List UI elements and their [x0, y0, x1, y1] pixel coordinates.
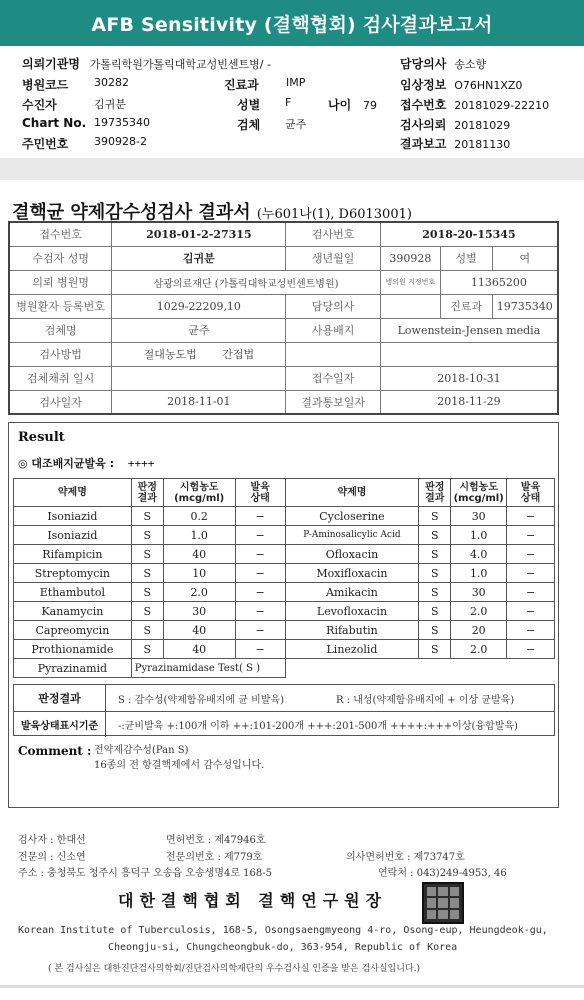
drug-name: Streptomycin [14, 564, 132, 583]
drug-result: S [131, 602, 163, 621]
interpretation-legend [13, 684, 555, 736]
sex-label: 성별 [237, 98, 261, 112]
drug-conc: 2.0 [451, 602, 507, 621]
info-row [9, 222, 558, 246]
name-label: 수검자 성명 [9, 246, 112, 270]
drug-conc: 2.0 [163, 583, 235, 602]
drug-result: S [419, 621, 451, 640]
specialist: 전문의 : 신소연 [18, 852, 86, 863]
notify-value: 2018-11-29 [380, 390, 558, 414]
drug-result: S [131, 583, 163, 602]
header-separator [0, 158, 584, 180]
method-label: 검사방법 [9, 342, 112, 366]
age-field [328, 96, 377, 113]
control-growth-value: ++++ [127, 457, 155, 470]
drug-result: S [419, 545, 451, 564]
judge-label: 판정결과 [14, 685, 106, 711]
drug-growth: − [235, 545, 285, 564]
official-seal-icon [422, 882, 464, 924]
collect-value [112, 366, 286, 390]
sex-value: 여 [492, 246, 558, 270]
drug-name: Ofloxacin [285, 545, 419, 564]
receipt-no-label: 접수번호 [400, 98, 447, 112]
info-row [9, 366, 558, 390]
report-date-field [400, 135, 510, 152]
dept-label: 진료과 [440, 294, 492, 318]
drug-result: S [419, 583, 451, 602]
institution-value: 가톨릭학원가톨릭대학교성빈센트병/ - [89, 58, 271, 71]
drug-row [14, 564, 555, 583]
hospital-code-value: 30282 [94, 76, 129, 89]
drug-conc: 40 [163, 640, 235, 659]
drug-growth: − [507, 640, 555, 659]
drug-name: Amikacin [285, 583, 419, 602]
request-date-value: 20181029 [454, 119, 511, 132]
drug-growth: − [507, 507, 555, 526]
doctor-label: 담당의사 [400, 57, 447, 71]
drug-result: S [419, 507, 451, 526]
sex-field [237, 96, 292, 113]
doctor-field [400, 55, 486, 72]
institution-label: 의뢰기관명 [22, 57, 80, 71]
drug-name: Linezolid [285, 640, 419, 659]
name-value: 김귀분 [112, 246, 286, 270]
growth-criteria-text: -:균비발육 +:100개 이하 ++:101-200개 +++:201-500개 ++++:+++이상(융합발육) [118, 721, 518, 732]
chart-no-label: Chart No. [22, 116, 87, 130]
certification-note: ( 본 검사실은 대한진단검사의학회/진단검사의학재단의 우수검사실 인증을 받은 검사실입니다.) [48, 964, 421, 974]
department-field [224, 76, 306, 93]
drug-result: S [419, 564, 451, 583]
drug-growth: − [235, 583, 285, 602]
request-date-field [400, 116, 510, 133]
drug-conc: 1.0 [451, 564, 507, 583]
drug-row [14, 526, 555, 545]
drug-result: S [131, 545, 163, 564]
drug-name: Kanamycin [14, 602, 132, 621]
department-label: 진료과 [224, 78, 259, 92]
comment-line2: 16종의 전 항결핵제에서 감수성입니다. [94, 760, 265, 771]
report-title-code: (누601나(1), D6013001) [256, 207, 412, 222]
col-judge-text: 판정 결과 [425, 481, 445, 504]
age-label: 나이 [328, 98, 352, 112]
doctor-license: 의사면허번호 : 제73747호 [346, 852, 465, 863]
pza-row [14, 659, 555, 678]
drug-growth: − [235, 621, 285, 640]
address: 주소 : 충청북도 청주시 흥덕구 오송읍 오송생명4로 168-5 [18, 868, 273, 879]
chart-no-value: 19735340 [94, 116, 150, 129]
comment-label: Comment : [18, 744, 92, 758]
specimen-field [237, 116, 307, 133]
resident-no-field [22, 135, 147, 152]
method-blank [286, 342, 381, 366]
drug-name: Rifampicin [14, 545, 132, 564]
info-row [9, 390, 558, 414]
sex-value: F [285, 96, 292, 109]
received-label: 접수일자 [286, 366, 381, 390]
drug-name: Capreomycin [14, 621, 132, 640]
specimen-value: 균주 [112, 318, 286, 342]
report-date-label: 결과보고 [400, 137, 447, 151]
drug-row [14, 602, 555, 621]
drug-growth: − [235, 602, 285, 621]
drug-result: S [131, 564, 163, 583]
col-drug-left: 약제명 [14, 479, 132, 507]
drug-conc: 2.0 [451, 640, 507, 659]
drug-name: Cycloserine [285, 507, 419, 526]
medium-value: Lowenstein-Jensen media [380, 318, 558, 342]
drug-name: Rifabutin [285, 621, 419, 640]
chart-no-field [22, 116, 150, 130]
drug-conc: 30 [163, 602, 235, 621]
control-growth-label: ◎ 대조배지균발육 : [18, 457, 115, 470]
col-growth-text: 발육 상태 [250, 481, 270, 504]
drug-name: Ethambutol [14, 583, 132, 602]
drug-conc: 30 [451, 583, 507, 602]
hospital-label: 의뢰 병원명 [9, 270, 112, 294]
clinical-info-value: O76HN1XZ0 [454, 79, 523, 92]
specimen-label: 검체 [237, 118, 261, 132]
judge-row [14, 685, 554, 711]
patient-info-table [8, 221, 559, 415]
report-date-value: 20181130 [454, 138, 511, 151]
drug-result: S [131, 640, 163, 659]
pza-name: Pyrazinamid [14, 659, 132, 678]
phone: 연락처 : 043)249-4953, 46 [378, 868, 507, 879]
info-row [9, 270, 558, 294]
drug-conc: 1.0 [163, 526, 235, 545]
request-date-label: 검사의뢰 [400, 118, 447, 132]
col-judge-left [131, 479, 163, 507]
receipt-no-field [400, 96, 549, 113]
growth-criteria-label: 발육상태표시기준 [14, 712, 106, 737]
dob-value: 390928 [380, 246, 440, 270]
drug-growth: − [507, 545, 555, 564]
test-date-value: 2018-11-01 [112, 390, 286, 414]
collect-label: 검체채취 일시 [9, 366, 112, 390]
method-indirect: 간접법 [222, 348, 255, 361]
recipient-value: 김귀분 [94, 98, 126, 111]
age-value: 79 [363, 99, 378, 112]
result-label: Result [18, 430, 65, 445]
patient-reg-value: 1029-22209,10 [112, 294, 286, 318]
pza-test: Pyrazinamidase Test( S ) [131, 659, 285, 678]
drug-growth: − [507, 526, 555, 545]
col-growth-text: 발육 상태 [520, 481, 541, 504]
control-growth [18, 455, 154, 471]
drug-conc: 20 [451, 621, 507, 640]
institute-name-kr: 대한결핵협회 결핵연구원장 [118, 891, 388, 910]
drug-growth: − [507, 621, 555, 640]
drug-result: S [419, 526, 451, 545]
institute-address-en-2: Cheongju-si, Chungcheongbuk-do, 363-954, Republic of Korea [108, 942, 458, 953]
col-drug-right: 약제명 [285, 479, 419, 507]
hospital-value: 삼광의료재단 (가톨릭대학교성빈센트병원) [112, 270, 381, 294]
clinical-info-label: 임상정보 [400, 78, 447, 92]
drug-growth: − [235, 526, 285, 545]
drug-conc: 40 [163, 545, 235, 564]
doctor-value: 송소향 [454, 58, 487, 71]
institute-address-en-1: Korean Institute of Tuberculosis, 168-5, Osongsaengmyeong 4-ro, Osong-eup, Heungdeok-gu, [18, 925, 548, 936]
drug-growth: − [235, 507, 285, 526]
drug-result: S [419, 602, 451, 621]
col-conc-left [163, 479, 235, 507]
info-row [9, 342, 558, 366]
col-conc-text: 시험농도 (mcg/ml) [174, 481, 225, 504]
method-absolute: 절대농도법 [143, 348, 197, 361]
drug-result: S [131, 526, 163, 545]
drug-name: Isoniazid [14, 526, 132, 545]
drug-name: Isoniazid [14, 507, 132, 526]
info-row [9, 246, 558, 270]
drug-conc: 0.2 [163, 507, 235, 526]
drug-row [14, 621, 555, 640]
method-value [112, 342, 286, 366]
dept-value: 19735340 [492, 294, 558, 318]
clinical-info-field [400, 76, 522, 93]
sex-label: 성별 [440, 246, 492, 270]
drug-conc: 1.0 [451, 526, 507, 545]
drug-table-header [14, 479, 555, 507]
doctor-label: 담당의사 [286, 294, 381, 318]
drug-result: S [419, 640, 451, 659]
hospital-code-label: 병의원 지정번호 [380, 270, 440, 294]
drug-row [14, 640, 555, 659]
comment [18, 744, 101, 758]
receipt-no-value: 20181029-22210 [454, 99, 550, 112]
department-value: IMP [286, 76, 306, 89]
drug-growth: − [507, 564, 555, 583]
drug-result: S [131, 507, 163, 526]
test-no-value: 2018-20-15345 [380, 222, 558, 246]
drug-row [14, 583, 555, 602]
report-header-title: AFB Sensitivity (결핵협회) 검사결과보고서 [0, 0, 584, 46]
hospital-code-value: 11365200 [440, 270, 558, 294]
specialist-no: 전문의번호 : 제779호 [166, 852, 263, 863]
col-growth-left [235, 479, 285, 507]
info-row [9, 318, 558, 342]
test-no-label: 검사번호 [286, 222, 381, 246]
col-judge-right [419, 479, 451, 507]
comment-line1: 전약제감수성(Pan S) [94, 745, 189, 756]
drug-growth: − [507, 602, 555, 621]
receipt-no-label: 접수번호 [9, 222, 112, 246]
drug-row [14, 507, 555, 526]
drug-row [14, 545, 555, 564]
col-conc-text: 시험농도 (mcg/ml) [453, 481, 504, 504]
page-bottom-divider [0, 985, 584, 988]
medium-label: 사용배지 [286, 318, 381, 342]
drug-growth: − [507, 583, 555, 602]
hospital-code-label: 병원코드 [22, 78, 69, 92]
doctor-value [380, 294, 440, 318]
col-judge-text: 판정 결과 [137, 481, 157, 504]
drug-susceptibility-table [13, 478, 555, 678]
receipt-no-value: 2018-01-2-27315 [112, 222, 286, 246]
resident-no-label: 주민번호 [22, 137, 69, 151]
test-date-label: 검사일자 [9, 390, 112, 414]
drug-growth: − [235, 640, 285, 659]
specimen-label: 검체명 [9, 318, 112, 342]
hospital-code-field [22, 76, 129, 93]
pza-blank [285, 659, 554, 678]
drug-name: P-Aminosalicylic Acid [285, 526, 419, 545]
resident-no-value: 390928-2 [94, 135, 147, 148]
recipient-field [22, 96, 126, 113]
tester-license: 면허번호 : 제47946호 [166, 835, 266, 846]
received-value: 2018-10-31 [380, 366, 558, 390]
recipient-label: 수진자 [22, 98, 57, 112]
drug-name: Levofloxacin [285, 602, 419, 621]
report-title-text: 결핵균 약제감수성검사 결과서 [12, 202, 251, 223]
drug-growth: − [235, 564, 285, 583]
growth-criteria-row [14, 711, 554, 737]
drug-conc: 10 [163, 564, 235, 583]
drug-result: S [131, 621, 163, 640]
tester: 검사자 : 한대선 [18, 835, 86, 846]
col-growth-right [507, 479, 555, 507]
col-conc-right [451, 479, 507, 507]
info-row [9, 294, 558, 318]
drug-conc: 40 [163, 621, 235, 640]
judge-s: S : 감수성(약제함유배지에 균 비발육) [118, 694, 284, 706]
drug-name: Moxifloxacin [285, 564, 419, 583]
notify-label: 결과통보일자 [286, 390, 381, 414]
dob-label: 생년월일 [286, 246, 381, 270]
drug-conc: 30 [451, 507, 507, 526]
institution-field [22, 55, 271, 72]
judge-r: R : 내성(약제함유배지에 + 이상 균발육) [335, 694, 515, 706]
patient-reg-label: 병원환자 등록번호 [9, 294, 112, 318]
method-blank-right [380, 342, 558, 366]
drug-conc: 4.0 [451, 545, 507, 564]
specimen-value: 균주 [285, 118, 307, 131]
drug-name: Prothionamide [14, 640, 132, 659]
